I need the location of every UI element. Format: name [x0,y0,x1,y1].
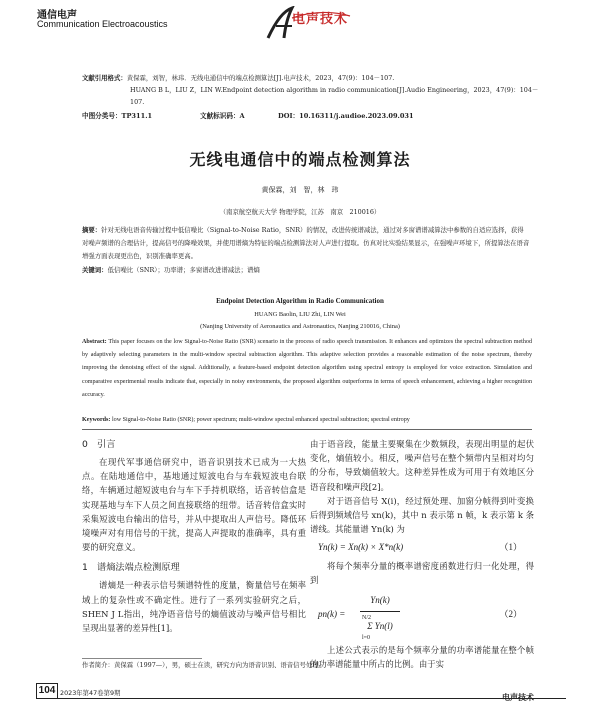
journal-name-en: Communication Electroacoustics [37,19,168,29]
abstract-en-text: This paper focuses on the low Signal-to-Noise Ratio (SNR) scenario in the process of radio speech transmission. It enhances and optimizes the spectral subtraction method by adaptively selecting parameters in the multi-window spectral subtraction algorithm. This adaptive selection provides a reasonable estimation of the noise spectrum, thereby improving the denoising effect of the signal. Additionally, a feature-based endpoint detection algorithm using spectral entropy is employed for voice extraction. Simulation and comparative experimental results indicate that, especially in noisy environments, the proposed algorithm outperforms in terms of speech enhancement, achieving a higher recognition accuracy. [82,339,532,398]
keywords-en-label: Keywords: [82,417,111,423]
keywords-en-text: low Signal-to-Noise Ratio (SNR); power spectrum; multi-window spectral enhanced spectral subtraction; spectral entropy [110,417,410,423]
keywords-cn-text: 低信噪比（SNR）；功率谱；多窗谱改进谱减法；谱熵 [107,266,260,274]
doi: DOI：10.16311/j.audioe.2023.09.031 [278,112,414,120]
body-left-column [82,435,306,635]
citation-label: 文献引用格式： [82,74,127,82]
equation-1-body: Yn(k) = Xn(k) × X*n(k) [318,542,404,553]
abstract-cn-label: 摘要： [82,226,102,234]
right-paragraph-2: 对于语音信号 X(i)，经过预处理、加窗分帧得到叶变换后得到频域信号 xn(k)，其中 n 表示第 n 帧，k 表示第 k 条谱线。其能量谱 Yn(k) 为 [310,495,534,535]
equation-2-denominator: Σ Yn(l) [367,621,393,632]
citation-en: HUANG B L，LIU Z，LIN W.Endpoint detection algorithm in radio communication[J].Audio Engineering，2023，47(9)：104－107. [130,86,539,106]
document-code: 文献标识码：A [200,112,245,120]
authors-cn: 黄保霖，刘 智，林 玮 [261,186,339,194]
abstract-divider [82,429,532,430]
issue-info: 2023年第47卷第9期 [60,689,121,697]
equation-2-number: （2） [499,609,522,620]
page-number: 104 [36,683,58,699]
equation-2 [318,589,534,641]
paper-title-en: Endpoint Detection Algorithm in Radio Communication [216,297,384,305]
footnote-rule [82,658,202,659]
affiliation-cn: （南京航空航天大学 物理学院，江苏 南京 210016） [219,208,381,216]
author-footnote: 作者简介：黄保霖（1997—），男，硕士在读，研究方向为语音识别、语音信号处理。 [82,661,326,669]
journal-name-cn: 通信电声 [37,10,77,21]
equation-2-sum-bottom: l=0 [362,635,371,642]
citation-cn: 黄保霖，刘智，林玮．无线电通信中的端点检测算法[J].电声技术，2023，47(9)：104－107. [126,74,395,82]
citation-block [82,72,542,108]
clc-number: 中图分类号：TP311.1 [82,112,153,120]
abstract-en [82,336,532,402]
equation-1-number: （1） [499,542,522,553]
section-1-heading: 1 谱熵法端点检测原理 [82,562,180,574]
brand-logo-text: 电声技术 [292,12,349,27]
equation-2-lhs: pn(k) = [318,609,346,620]
equation-2-numerator: Yn(k) [370,595,390,606]
right-paragraph-1: 由于语音段，能量主要聚集在少数频段，表现出明显的起伏变化，熵值较小。相反，噪声信号在整个频带内呈相对均匀的分布，导致熵值较大。这种差异性成为可用于有效地区分语音段和噪声段[2]。 [310,439,534,492]
section-0-paragraph: 在现代军事通信研究中，语音识别技术已成为一大热点。在陆地通信中，基地通过短波电台与车载短波电台联络，车辆通过超短波电台与车下手持机联络，话音转信盒是实现基地与车下人员之间直接联络的纽带。话音转信盒实时采集短波电台输出的信号，并从中提取出人声信号。降低环境噪声对有用信号的干扰，提高人声提取的准确率，具有重要的研究意义。 [82,457,306,553]
keywords-cn-label: 关键词： [82,266,108,274]
footer-rule [36,698,566,699]
authors-en: HUANG Baolin, LIU Zhi, LIN Wei [254,311,346,318]
equation-2-sum-top: N/2 [362,615,371,622]
equation-1 [318,540,534,554]
keywords-cn [82,264,530,277]
paper-title-cn: 无线电通信中的端点检测算法 [189,150,411,169]
abstract-cn [82,224,530,262]
right-paragraph-3: 将每个频率分量的概率谱密度函数进行归一化处理，得到 [310,560,534,585]
abstract-en-label: Abstract: [82,339,107,345]
body-right-column [310,437,534,671]
section-0-heading: 0 引言 [82,439,116,450]
right-paragraph-4: 上述公式表示的是每个频率分量的功率谱能量在整个帧的功率谱能量中所占的比例。由于实 [310,645,534,670]
abstract-cn-text: 针对无线电语音传输过程中低信噪比（Signal-to-Noise Ratio，SNR）的情况，改进传统谱减法，通过对多窗谱谱减算法中参数的自适应选择，获得对噪声频谱的合理估计，提高信号的降噪效果，并使用谱熵为特征的端点检测算法对人声进行提取。仿真对比实验结果显示，在强噪声环境下，所提算法在语音增强方面表现更出色，识别准确率更高。 [82,226,530,260]
affiliation-en: (Nanjing University of Aeronautics and Astronautics, Nanjing 210016, China) [200,323,400,330]
section-1-paragraph: 谱熵是一种表示信号频谱特性的度量，衡量信号在频率域上的复杂性或不确定性。进行了一系列实验研究之后，SHEN J L指出，纯净语音信号的熵值波动与噪声信号相比呈现出显著的差异性[1]。 [82,580,306,634]
keywords-en [82,414,532,426]
